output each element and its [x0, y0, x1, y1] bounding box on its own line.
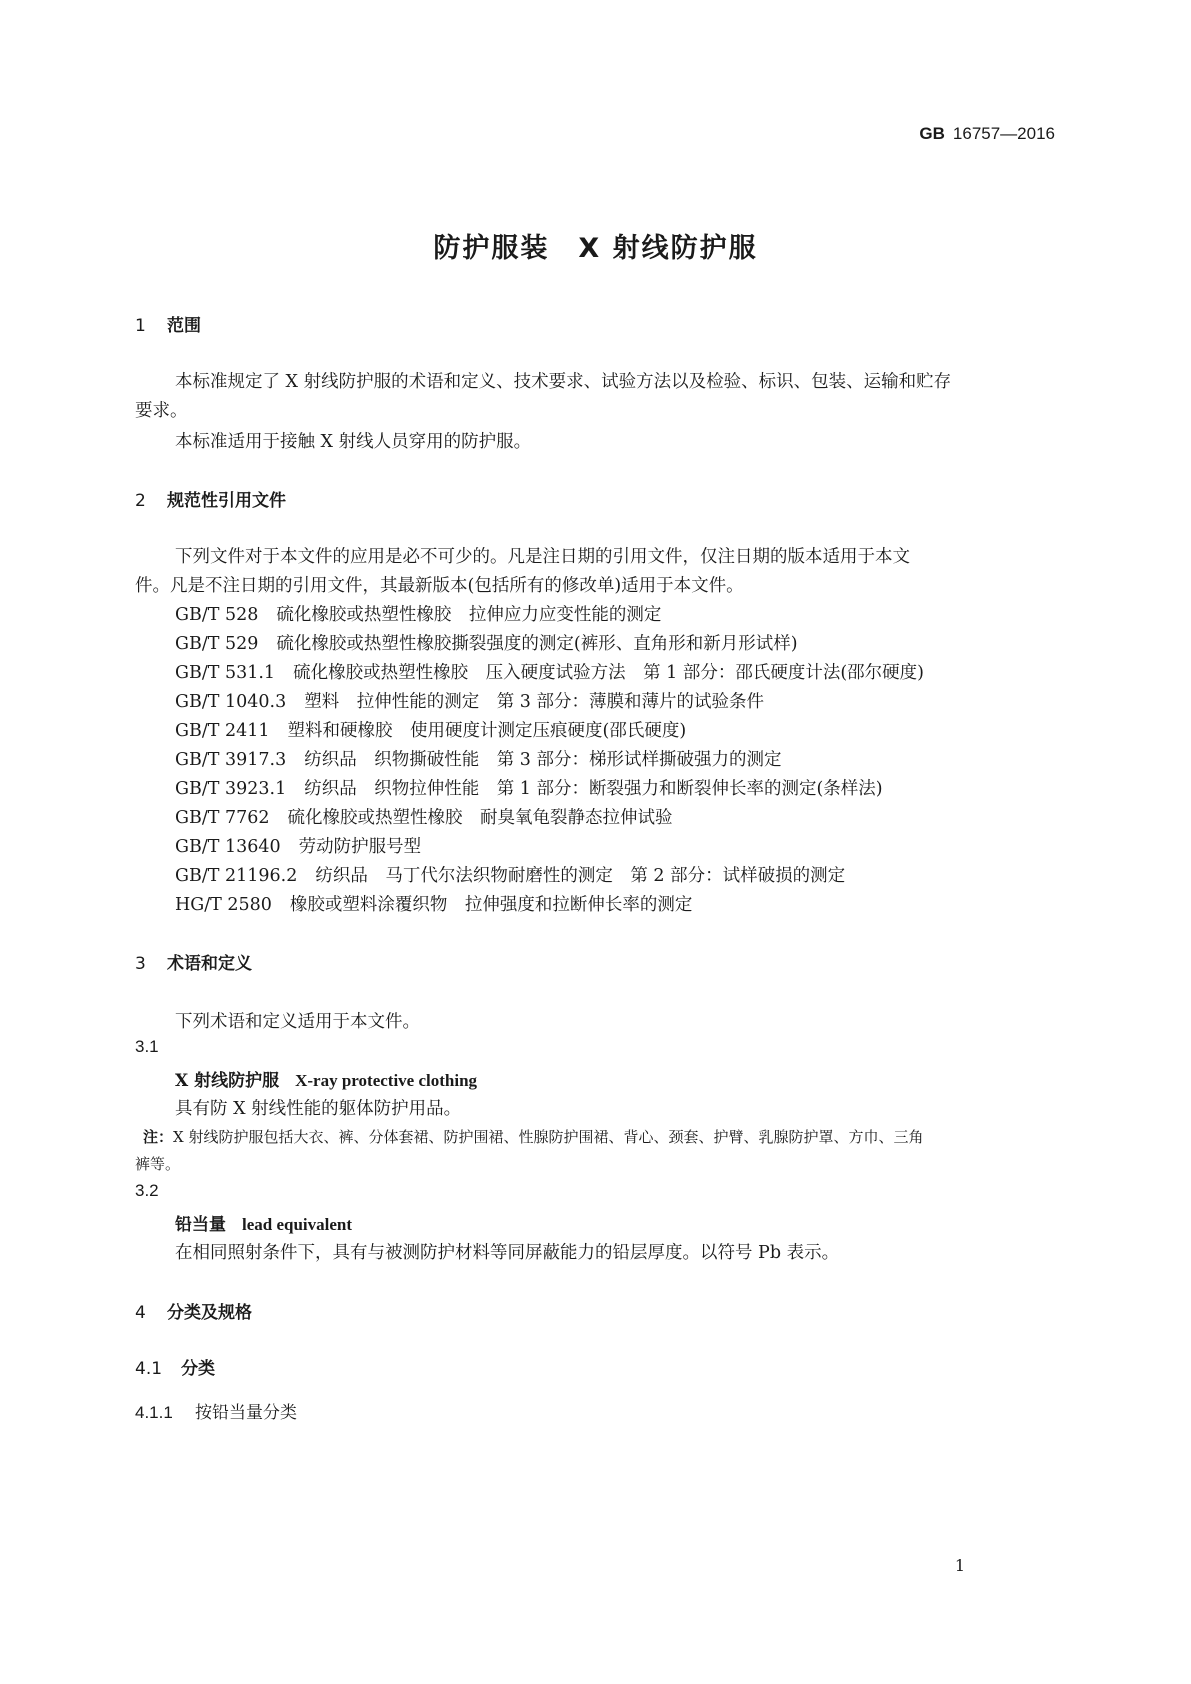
section-number: 3: [135, 954, 146, 974]
subsection-4-1-heading: [135, 1354, 215, 1379]
paragraph: 本标准规定了 X 射线防护服的术语和定义、技术要求、试验方法以及检验、标识、包装、运输和贮存: [175, 372, 952, 392]
term-en: X-ray protective clothing: [295, 1071, 478, 1090]
reference-code: GB/T 21196.2: [175, 866, 298, 886]
paragraph: 要求。: [135, 401, 188, 421]
section-1-heading: [135, 311, 201, 336]
paragraph: 下列术语和定义适用于本文件。: [175, 1012, 420, 1032]
standard-code: 16757—2016: [952, 124, 1055, 143]
note-label: 注：: [143, 1128, 174, 1146]
reference-title: 硫化橡胶或热塑性橡胶撕裂强度的测定(裤形、直角形和新月形试样): [276, 634, 798, 654]
paragraph: 下列文件对于本文件的应用是必不可少的。凡是注日期的引用文件，仅注日期的版本适用于本文: [175, 547, 910, 567]
section-title: 分类及规格: [167, 1303, 252, 1323]
standard-prefix: GB: [919, 124, 945, 143]
reference-title: 劳动防护服号型: [298, 837, 422, 857]
reference-item: [175, 630, 798, 655]
reference-item: [175, 688, 764, 713]
term-en: lead equivalent: [242, 1215, 353, 1234]
reference-item: [175, 659, 924, 684]
note: [143, 1126, 923, 1147]
reference-item: [175, 833, 421, 858]
reference-code: GB/T 529: [175, 634, 259, 654]
section-title: 规范性引用文件: [167, 491, 286, 511]
reference-item: [175, 746, 781, 771]
section-4-heading: [135, 1298, 252, 1323]
section-3-heading: [135, 949, 252, 974]
reference-title: 塑料 拉伸性能的测定 第 3 部分：薄膜和薄片的试验条件: [304, 692, 764, 712]
reference-code: GB/T 13640: [175, 837, 281, 857]
reference-title: 塑料和硬橡胶 使用硬度计测定压痕硬度(邵氏硬度): [287, 721, 687, 741]
term-heading: [175, 1066, 477, 1091]
term-definition: 在相同照射条件下，具有与被测防护材料等同屏蔽能力的铅层厚度。以符号 Pb 表示。: [175, 1243, 840, 1263]
term-number: 3.2: [135, 1181, 159, 1200]
section-number: 1: [135, 316, 146, 336]
reference-code: GB/T 7762: [175, 808, 270, 828]
term-zh: X 射线防护服: [175, 1071, 280, 1091]
reference-title: 纺织品 织物撕破性能 第 3 部分：梯形试样撕破强力的测定: [304, 750, 782, 770]
section-number: 4: [135, 1303, 146, 1323]
reference-title: 纺织品 马丁代尔法织物耐磨性的测定 第 2 部分：试样破损的测定: [315, 866, 846, 886]
reference-item: [175, 891, 692, 916]
section-title: 按铅当量分类: [195, 1403, 297, 1422]
reference-code: GB/T 528: [175, 605, 259, 625]
note-text: X 射线防护服包括大衣、裤、分体套裙、防护围裙、性腺防护围裙、背心、颈套、护臂、乳腺防护罩、方巾、三角: [173, 1128, 924, 1146]
reference-code: GB/T 3923.1: [175, 779, 287, 799]
subsection-4-1-1-heading: [135, 1398, 297, 1423]
section-title: 范围: [167, 316, 201, 336]
term-zh: 铅当量: [175, 1215, 226, 1235]
reference-code: GB/T 531.1: [175, 663, 276, 683]
term-heading: [175, 1210, 352, 1235]
reference-item: [175, 862, 845, 887]
reference-item: [175, 717, 686, 742]
note-continuation: 裤等。: [135, 1155, 181, 1173]
reference-title: 橡胶或塑料涂覆织物 拉伸强度和拉断伸长率的测定: [289, 895, 693, 915]
reference-item: [175, 775, 883, 800]
reference-title: 硫化橡胶或热塑性橡胶 压入硬度试验方法 第 1 部分：邵氏硬度计法(邵尔硬度): [293, 663, 924, 683]
standard-number: [919, 124, 1055, 144]
term-definition: 具有防 X 射线性能的躯体防护用品。: [175, 1099, 462, 1119]
page-number: 1: [954, 1556, 965, 1575]
reference-code: GB/T 1040.3: [175, 692, 287, 712]
section-2-heading: [135, 486, 286, 511]
section-title: 分类: [181, 1359, 215, 1379]
paragraph: 本标准适用于接触 X 射线人员穿用的防护服。: [175, 432, 532, 452]
paragraph: 件。凡是不注日期的引用文件，其最新版本(包括所有的修改单)适用于本文件。: [135, 576, 744, 596]
section-number: 4.1: [135, 1359, 163, 1379]
reference-item: [175, 601, 661, 626]
term-number: 3.1: [135, 1037, 159, 1056]
reference-code: GB/T 3917.3: [175, 750, 287, 770]
document-title: 防护服装 X 射线防护服: [433, 233, 758, 264]
reference-item: [175, 804, 673, 829]
section-title: 术语和定义: [167, 954, 252, 974]
section-number: 4.1.1: [135, 1403, 173, 1422]
reference-code: HG/T 2580: [175, 895, 272, 915]
reference-title: 硫化橡胶或热塑性橡胶 拉伸应力应变性能的测定: [276, 605, 662, 625]
reference-title: 纺织品 织物拉伸性能 第 1 部分：断裂强力和断裂伸长率的测定(条样法): [304, 779, 883, 799]
reference-title: 硫化橡胶或热塑性橡胶 耐臭氧龟裂静态拉伸试验: [287, 808, 673, 828]
reference-code: GB/T 2411: [175, 721, 270, 741]
section-number: 2: [135, 491, 146, 511]
